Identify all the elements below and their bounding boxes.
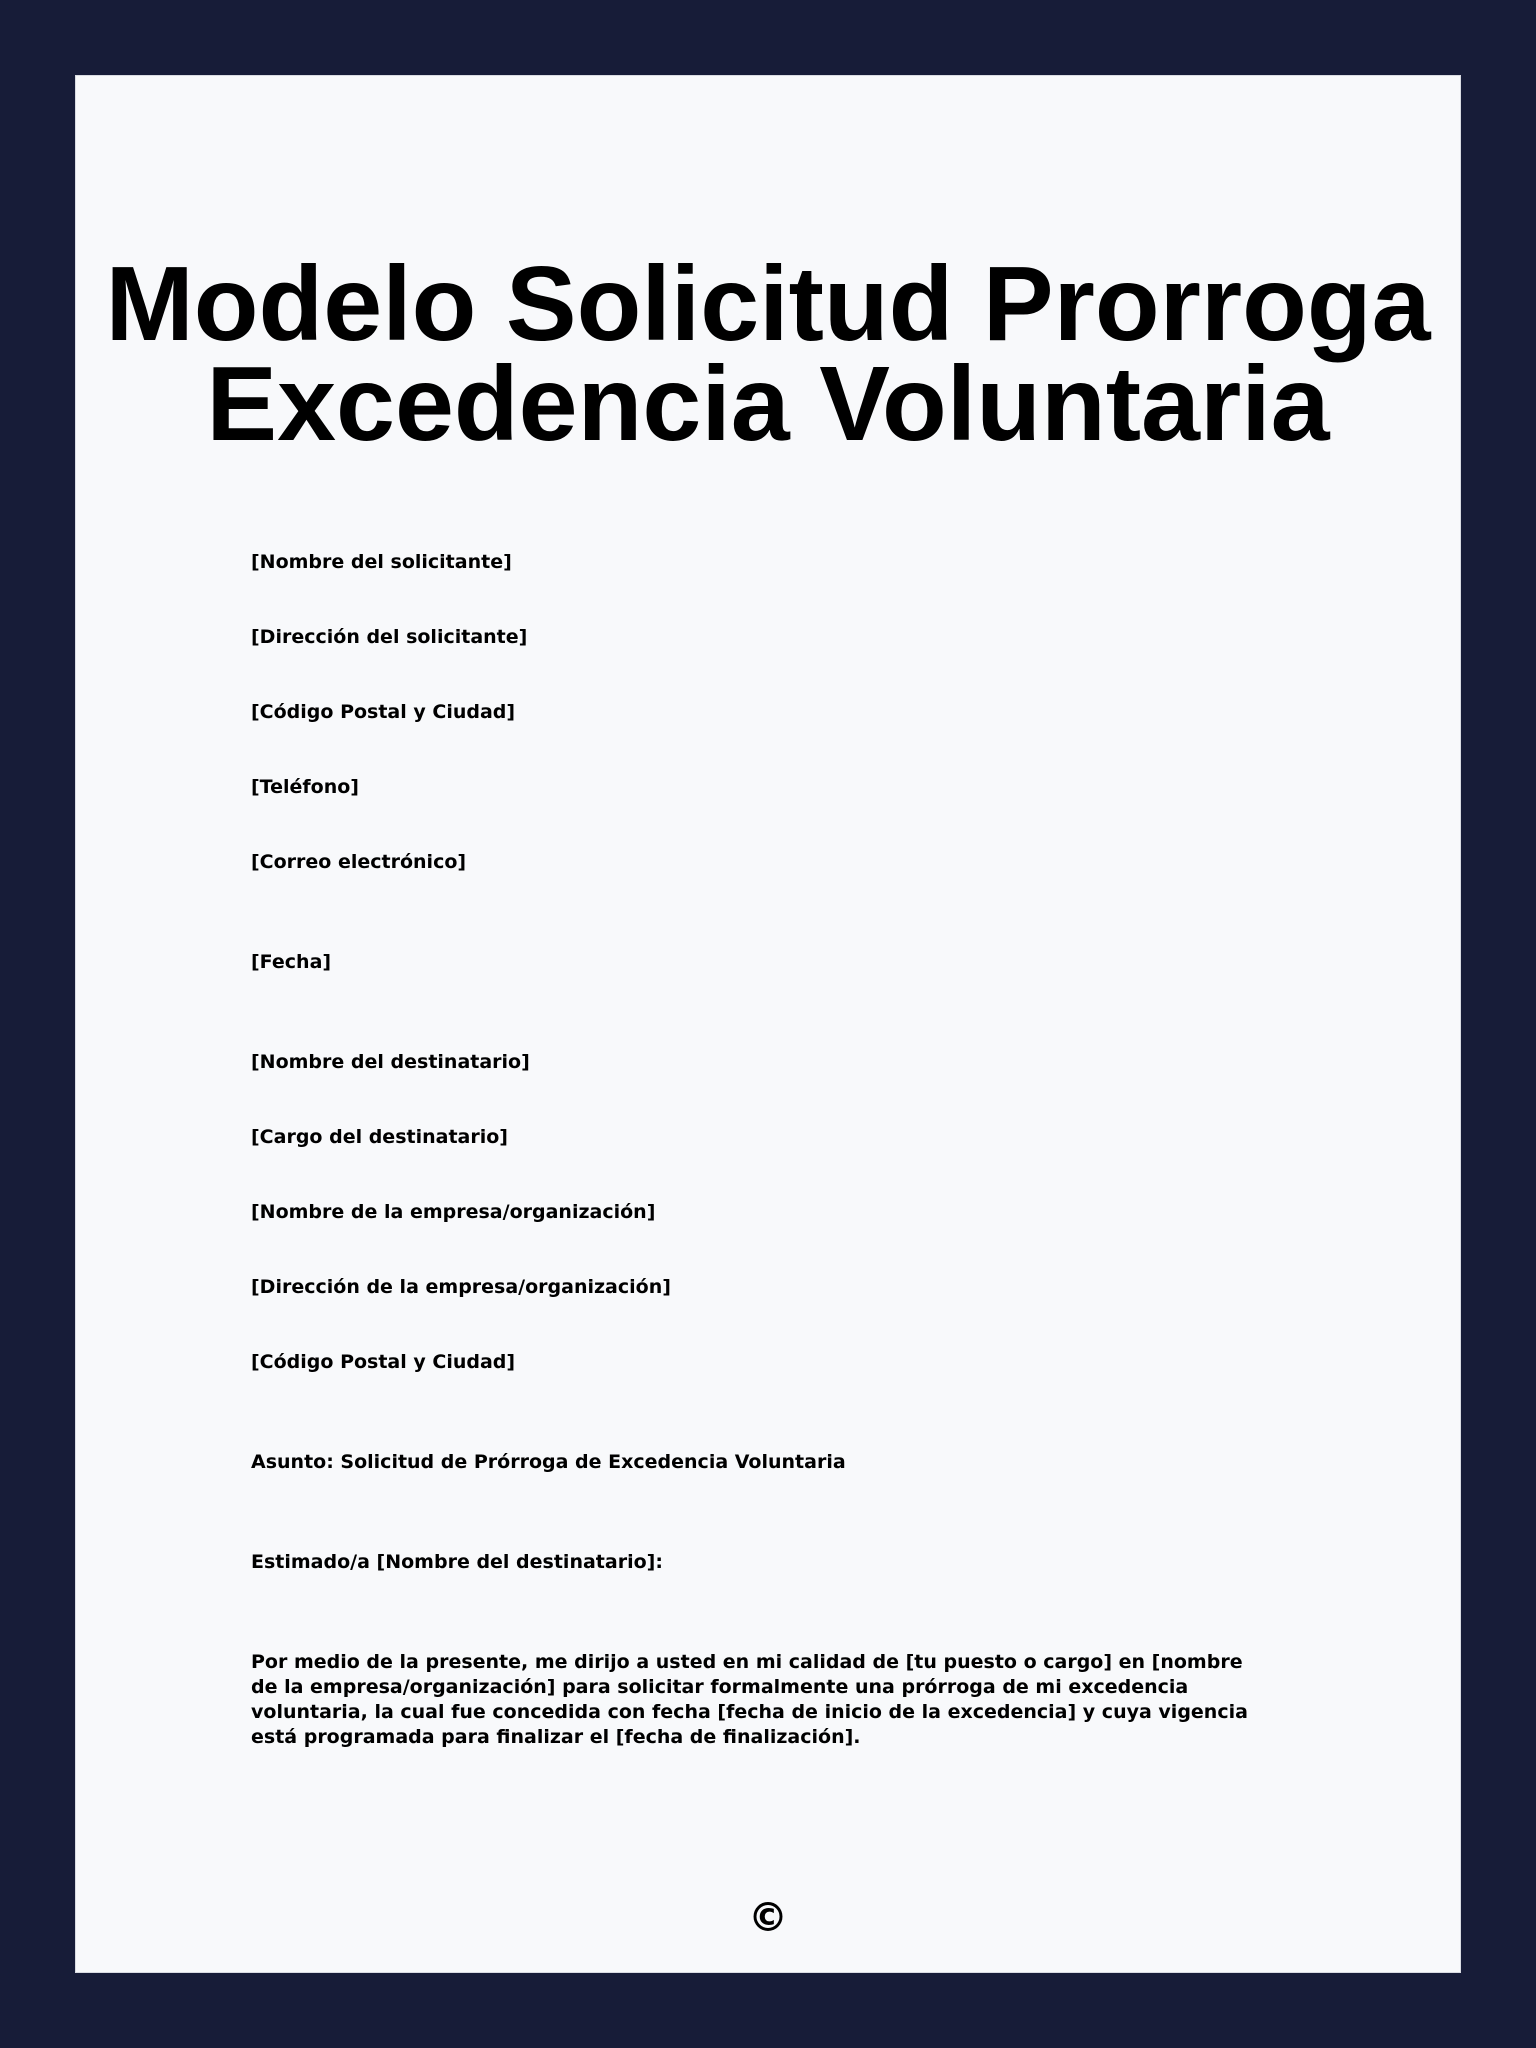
recipient-address: [Dirección de la empresa/organización] <box>251 1276 671 1298</box>
page-title <box>76 245 1460 463</box>
copyright-icon: © <box>748 1895 788 1941</box>
recipient-name: [Nombre del destinatario] <box>251 1051 530 1073</box>
title-line-2: Excedencia Voluntaria <box>206 345 1330 463</box>
letter-greeting: Estimado/a [Nombre del destinatario]: <box>251 1551 663 1573</box>
recipient-position: [Cargo del destinatario] <box>251 1126 508 1148</box>
sender-phone: [Teléfono] <box>251 776 359 798</box>
sender-name: [Nombre del solicitante] <box>251 551 512 573</box>
sender-postal-city: [Código Postal y Ciudad] <box>251 701 516 723</box>
title-line-1: Modelo Solicitud Prorroga <box>105 245 1431 363</box>
letter-subject: Asunto: Solicitud de Prórroga de Excedencia Voluntaria <box>251 1451 846 1473</box>
sender-address: [Dirección del solicitante] <box>251 626 528 648</box>
sender-email: [Correo electrónico] <box>251 851 467 873</box>
recipient-postal-city: [Código Postal y Ciudad] <box>251 1351 516 1373</box>
recipient-company: [Nombre de la empresa/organización] <box>251 1201 656 1223</box>
letter-paragraph: Por medio de la presente, me dirijo a usted en mi calidad de [tu puesto o cargo] en [nombre de la empresa/organización] para solicitar formalmente una prórroga de mi excedencia voluntaria, la cual fue concedida con fecha [fecha de inicio de la excedencia] y cuya vigencia está programada para finalizar el [fecha de finalización]. <box>251 1651 1248 1748</box>
letter-date: [Fecha] <box>251 951 332 973</box>
document-page <box>75 75 1461 1973</box>
